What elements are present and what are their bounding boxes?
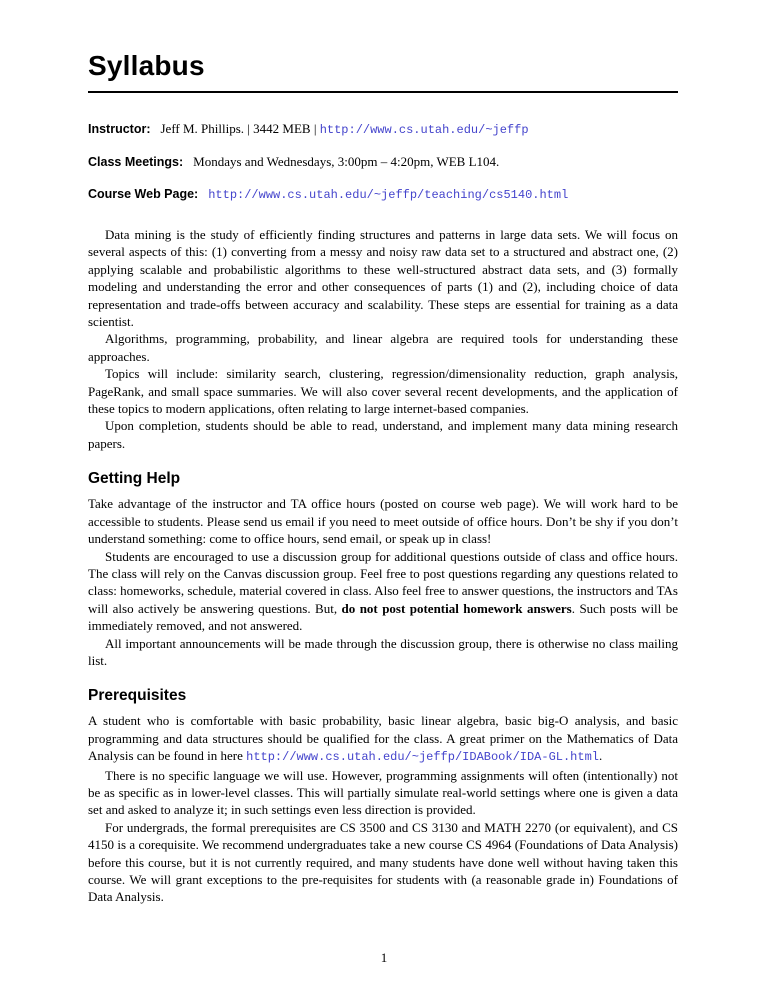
- text-run: Upon completion, students should be able to read, understand, and implement many data mining research papers.: [88, 418, 678, 451]
- text-run: For undergrads, the formal prerequisites are CS 3500 and CS 3130 and MATH 2270 (or equivalent), and CS 4150 is a corequisite. We recommend undergraduates take a new course CS 4964 (Foundations of Data Analysis) before this course, but it is not currently required, and many students have done well without having taken this course. We will grant exceptions to the pre-requisites for students with (a reasonable grade in) Foundations of Data Analysis.: [88, 819, 678, 905]
- url-link[interactable]: http://www.cs.utah.edu/~jeffp/IDABook/IDA-GL.html: [246, 750, 599, 765]
- text-run: There is no specific language we will use. However, programming assignments will often (intentionally) not be as specific as in lower-level classes. This will partially simulate real-world settings where one is given a data set and asked to analyze it; in such settings even less direction is provided.: [88, 767, 678, 818]
- paragraph: [88, 712, 678, 766]
- instructor-url-link[interactable]: http://www.cs.utah.edu/~jeffp: [319, 123, 529, 137]
- class-meetings-field: [88, 153, 678, 171]
- paragraph: [88, 548, 678, 635]
- paragraph: [88, 767, 678, 819]
- text-run: Algorithms, programming, probability, and linear algebra are required tools for understanding these approaches.: [88, 331, 678, 364]
- course-web-page-label: Course Web Page:: [88, 187, 199, 201]
- instructor-field: [88, 120, 678, 139]
- instructor-text: Jeff M. Phillips. | 3442 MEB |: [160, 121, 320, 136]
- page-number: 1: [380, 950, 388, 965]
- page-title: Syllabus: [88, 50, 205, 81]
- text-run: All important announcements will be made through the discussion group, there is otherwise no class mailing list.: [88, 635, 678, 668]
- text-run: Topics will include: similarity search, clustering, regression/dimensionality reduction, graph analysis, PageRank, and small space summaries. We will also cover several recent developments, and the application of these topics to modern applications, often relating to large internet-based companies.: [88, 366, 678, 417]
- paragraph: [88, 635, 678, 670]
- paragraph: [88, 495, 678, 547]
- paragraph: [88, 226, 678, 330]
- text-run: .: [598, 748, 603, 764]
- text-run: Data mining is the study of efficiently finding structures and patterns in large data sets. We will focus on several aspects of this: (1) converting from a messy and noisy raw data set to a structured and abstract one, (2) applying scalable and probabilistic algorithms to these well-structured abstract data sets, and (3) formally modeling and understanding the error and other consequences of parts (1) and (2), including choice of data representation and trade-offs between accuracy and scalability. These steps are essential for training as a data scientist.: [88, 227, 678, 330]
- instructor-label: Instructor:: [88, 122, 151, 136]
- section-getting-help: [88, 470, 678, 669]
- text-run: A student who is comfortable with basic probability, basic linear algebra, basic big-O analysis, and basic programming and data structures should be qualified for the class. A great primer on the Mathematics of Data Analysis can be found in here: [88, 713, 678, 764]
- class-meetings-text: Mondays and Wednesdays, 3:00pm – 4:20pm, WEB L104.: [193, 154, 500, 169]
- course-web-page-url-link[interactable]: http://www.cs.utah.edu/~jeffp/teaching/cs5140.html: [208, 188, 569, 202]
- header-fields: [88, 120, 678, 204]
- text-run: Take advantage of the instructor and TA office hours (posted on course web page). We will work hard to be accessible to students. Please send us email if you need to meet outside of office hours. Don’t be shy if you don’t understand something: come to office hours, send email, or speak up in class!: [88, 496, 678, 547]
- text-run: Students are encouraged to use a discussion group for additional questions outside of class and office hours. The class will rely on the Canvas discussion group. Feel free to post questions regarding any questions related to class: homeworks, schedule, material covered in class. Also feel free to answer questions, the instructors and TAs will also actively be answering questions. But,: [88, 548, 678, 616]
- section-prerequisites: [88, 687, 678, 905]
- course-web-page-field: [88, 185, 678, 204]
- paragraph: [88, 819, 678, 906]
- title-block: [88, 50, 678, 93]
- intro-text: [88, 226, 678, 452]
- paragraph: [88, 417, 678, 452]
- paragraph: [88, 330, 678, 365]
- paragraph: [88, 365, 678, 417]
- section-heading-getting-help: Getting Help: [88, 470, 181, 488]
- text-run: . Such posts will be immediately removed, and not answered.: [88, 600, 678, 634]
- bold-text: do not post potential homework answers: [341, 600, 572, 616]
- class-meetings-label: Class Meetings:: [88, 155, 184, 169]
- section-heading-prerequisites: Prerequisites: [88, 687, 187, 705]
